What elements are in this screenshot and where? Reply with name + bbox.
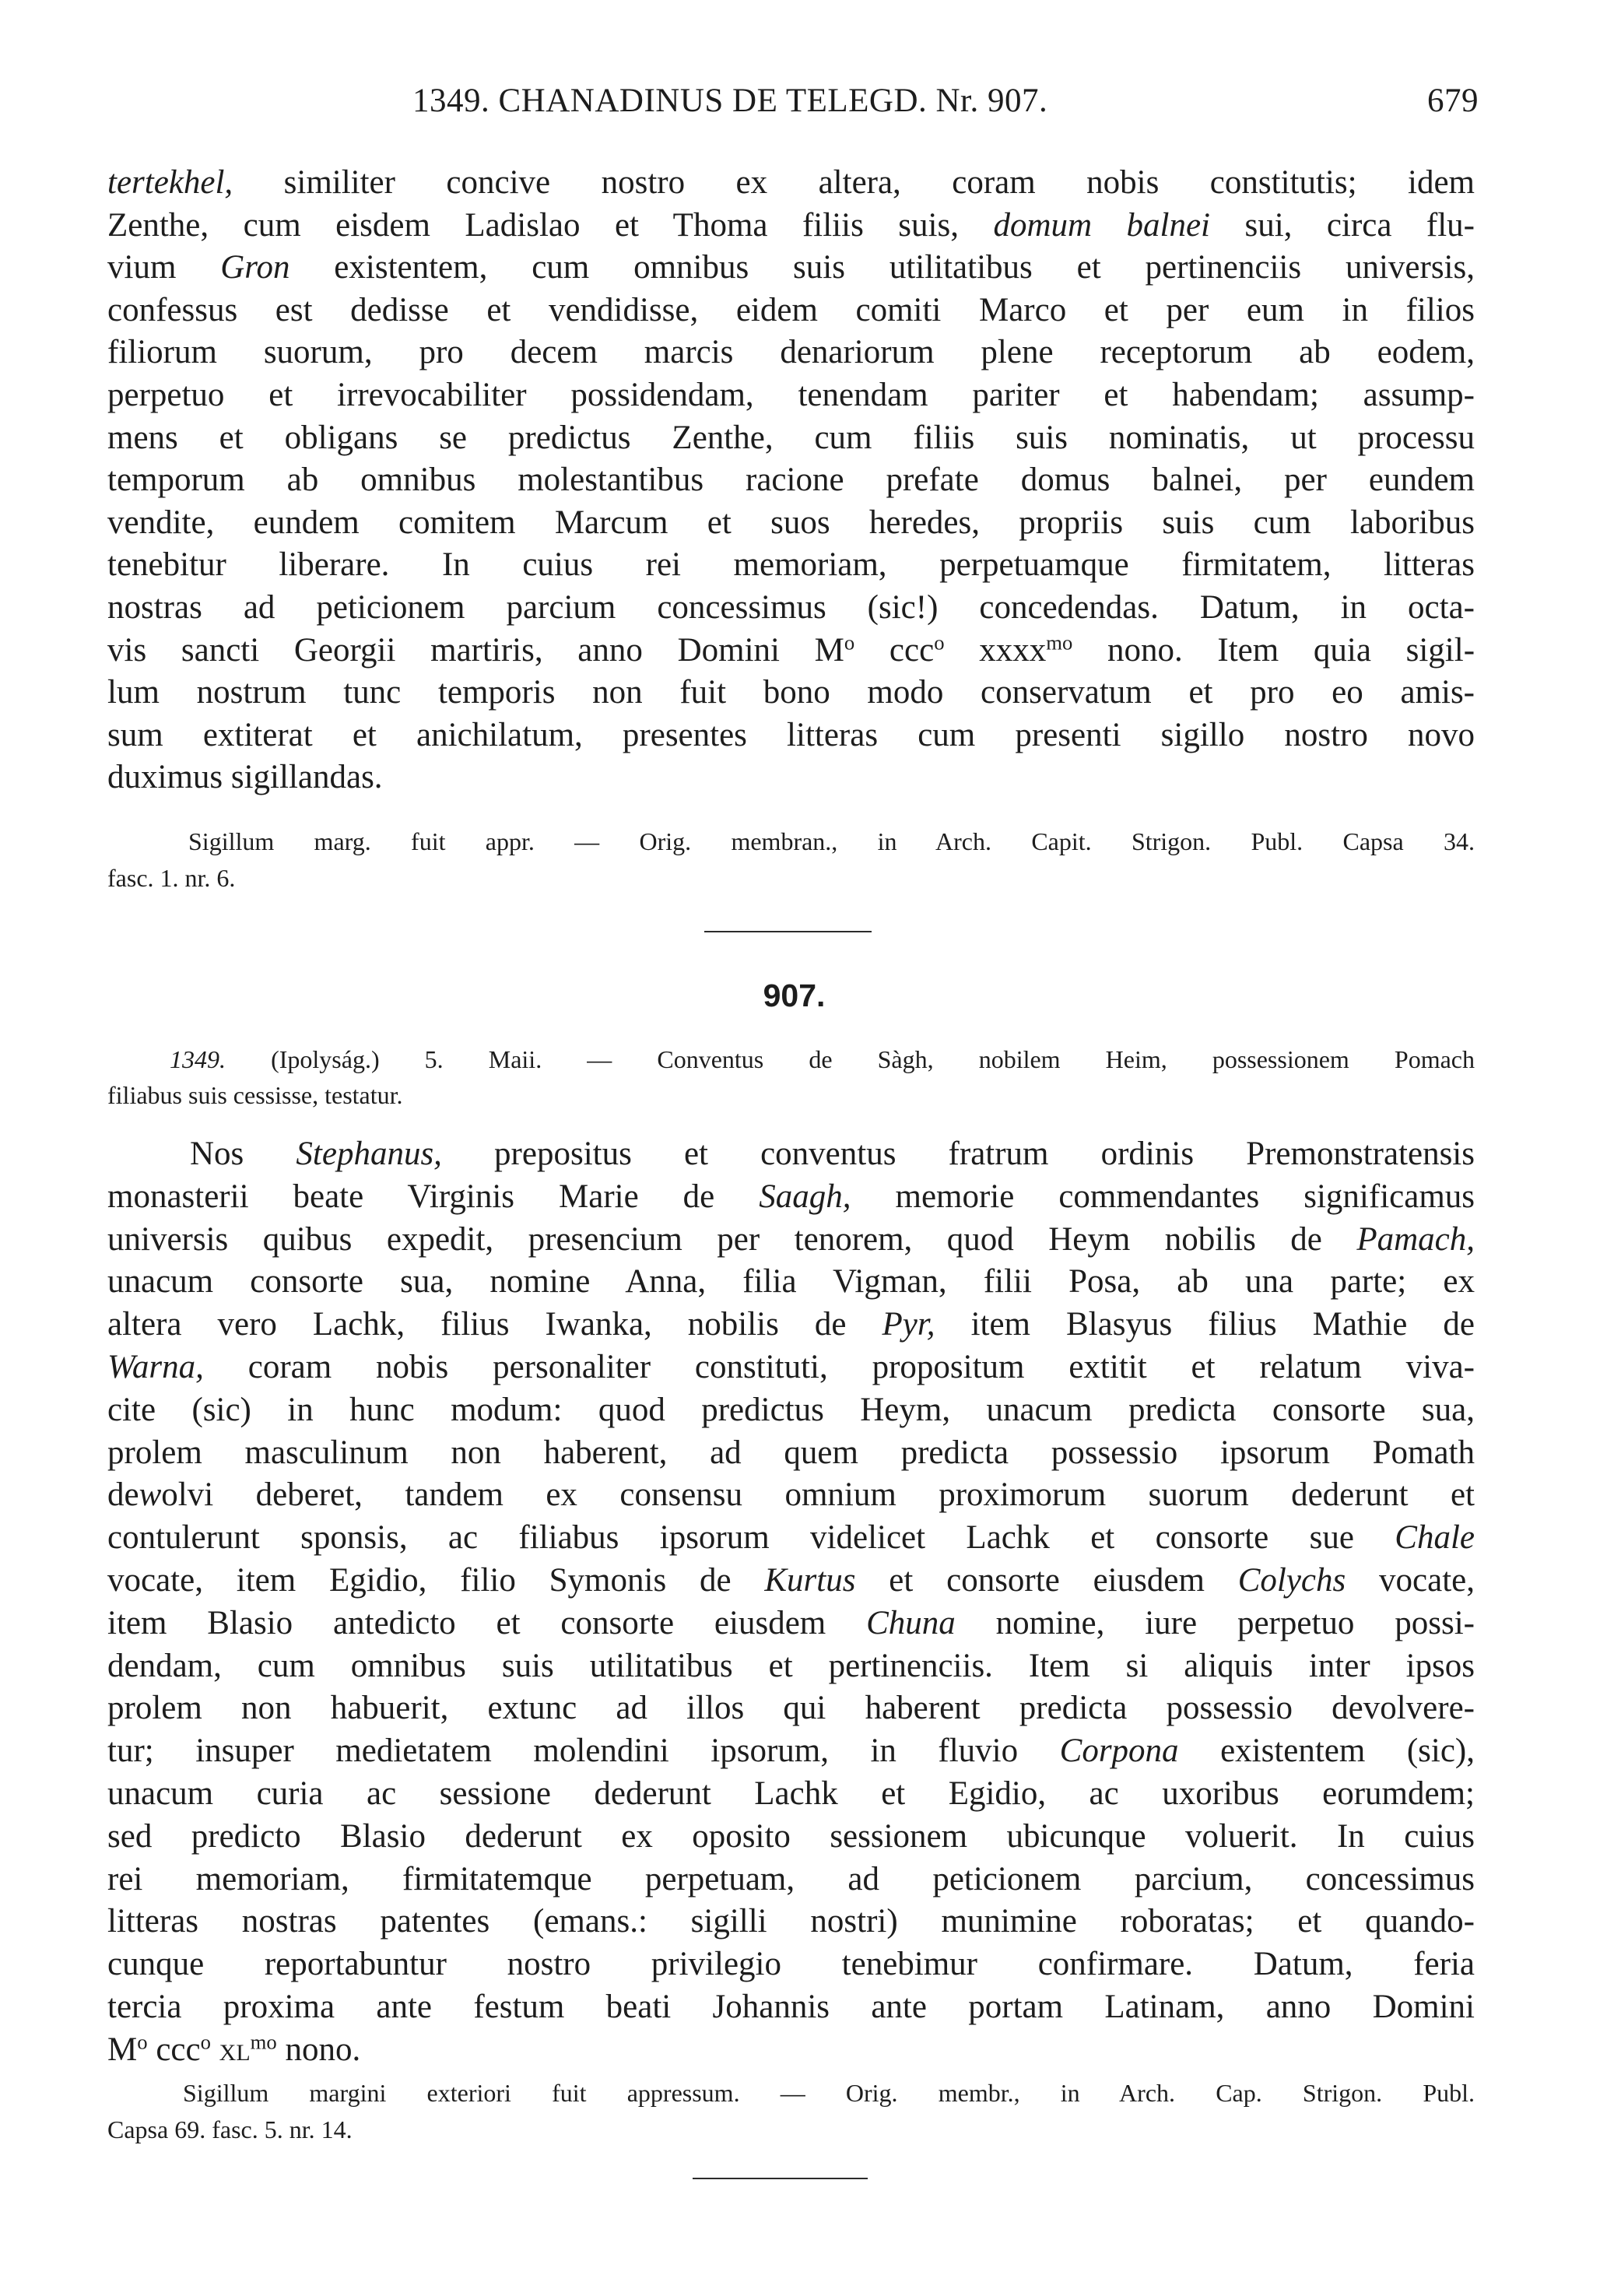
source-note xyxy=(107,823,1475,897)
text-line: Warna, coram nobis personaliter constituti, propositum extitit et relatum viva- xyxy=(107,1348,1475,1385)
running-head xyxy=(412,78,1479,125)
text-line: vium Gron existentem, cum omnibus suis utilitatibus et pertinenciis universis, xyxy=(107,249,1475,286)
text-line: duximus sigillandas. xyxy=(107,759,383,796)
text-line: universis quibus expedit, presencium per tenorem, quod Heym nobilis de Pamach, xyxy=(107,1220,1475,1258)
regest-line: 1349. (Ipolyság.) 5. Maii. — Conventus de Sàgh, nobilem Heim, possessionem Pomach xyxy=(170,1045,1475,1073)
text-line: Nos Stephanus, prepositus et conventus fratrum ordinis Premonstratensis xyxy=(190,1136,1475,1172)
text-line: cunque reportabuntur nostro privilegio tenebimur confirmare. Datum, feria xyxy=(107,1946,1475,1983)
text-line: perpetuo et irrevocabiliter possidendam, tenendam pariter et habendam; assump- xyxy=(107,376,1475,413)
document-number: 907. xyxy=(763,978,826,1013)
running-head-title: 1349. CHANADINUS DE TELEGD. Nr. 907. xyxy=(412,83,1048,119)
text-line: vocate, item Egidio, filio Symonis de Kurtus et consorte eiusdem Colychs vocate, xyxy=(107,1561,1475,1599)
text-line: tercia proxima ante festum beati Johannis ante portam Latinam, anno Domini xyxy=(107,1988,1475,2025)
text-line: unacum curia ac sessione dederunt Lachk et Egidio, ac uxoribus eorumdem; xyxy=(107,1775,1475,1812)
regest-date: 1349. xyxy=(170,1045,226,1073)
text-line: tenebitur liberare. In cuius rei memoriam, perpetuamque firmitatem, litteras xyxy=(107,546,1475,584)
text-line: dendam, cum omnibus suis utilitatibus et pertinenciis. Item si aliquis inter ipsos xyxy=(107,1647,1475,1684)
text-line: prolem non habuerit, extunc ad illos qui haberent predicta possessio devolvere- xyxy=(107,1690,1475,1727)
note-line: Capsa 69. fasc. 5. nr. 14. xyxy=(107,2115,353,2143)
text-line: temporum ab omnibus molestantibus racione prefate domus balnei, per eundem xyxy=(107,462,1475,499)
text-line: litteras nostras patentes (emans.: sigilli nostri) munimine roboratas; et quando- xyxy=(107,1903,1475,1940)
section-divider xyxy=(704,931,872,932)
continuation-text xyxy=(107,162,1475,799)
text-line: sed predicto Blasio dederunt ex oposito sessionem ubicunque voluerit. In cuius xyxy=(107,1817,1475,1855)
text-line: mens et obligans se predictus Zenthe, cum filiis suis nominatis, ut processu xyxy=(107,419,1475,456)
text-line: unacum consorte sua, nomine Anna, filia Vigman, filii Posa, ab una parte; ex xyxy=(107,1263,1475,1301)
source-note xyxy=(107,2075,1475,2148)
regest-line: filiabus suis cessisse, testatur. xyxy=(107,1081,403,1109)
text-line: Zenthe, cum eisdem Ladislao et Thoma filiis suis, domum balnei sui, circa flu- xyxy=(107,206,1475,244)
section-divider xyxy=(693,2178,868,2179)
text-line: tur; insuper medietatem molendini ipsorum, in fluvio Corpona existentem (sic), xyxy=(107,1733,1475,1770)
text-line: rei memoriam, firmitatemque perpetuam, ad peticionem parcium, concessimus xyxy=(107,1860,1475,1898)
page-number: 679 xyxy=(1427,83,1479,119)
note-line: Sigillum margini exteriori fuit appressum. — Orig. membr., in Arch. Cap. Strigon. Publ. xyxy=(183,2079,1475,2107)
text-line: $M^o$ ccc$^o$ $xl^{mo}$ nono. xyxy=(107,2030,361,2068)
text-line: lum nostrum tunc temporis non fuit bono modo conservatum et pro eo amis- xyxy=(107,674,1475,711)
text-line: confessus est dedisse et vendidisse, eidem comiti Marco et per eum in filios xyxy=(107,291,1475,328)
charter-text xyxy=(107,1133,1475,2072)
text-line: monasterii beate Virginis Marie de Saagh, memorie commendantes significamus xyxy=(107,1178,1475,1215)
text-line: altera vero Lachk, filius Iwanka, nobilis de Pyr, item Blasyus filius Mathie de xyxy=(107,1306,1475,1343)
text-line: nostras ad peticionem parcium concessimus (sic!) concedendas. Datum, in octa- xyxy=(107,588,1475,626)
note-line: fasc. 1. nr. 6. xyxy=(107,864,236,892)
regest xyxy=(107,1041,1475,1113)
text-line: vendite, eundem comitem Marcum et suos heredes, propriis suis cum laboribus xyxy=(107,504,1475,541)
text-line: dewolvi deberet, tandem ex consensu omnium proximorum suorum dederunt et xyxy=(107,1476,1475,1514)
note-line: Sigillum marg. fuit appr. — Orig. membran., in Arch. Capit. Strigon. Publ. Capsa 34. xyxy=(188,827,1475,855)
text-line: sum extiterat et anichilatum, presentes litteras cum presenti sigillo nostro novo xyxy=(107,716,1475,753)
text-line: prolem masculinum non haberent, ad quem predicta possessio ipsorum Pomath xyxy=(107,1434,1475,1471)
text-line: contulerunt sponsis, ac filiabus ipsorum videlicet Lachk et consorte sue Chale xyxy=(107,1519,1475,1557)
text-line: cite (sic) in hunc modum: quod predictus Heym, unacum predicta consorte sua, xyxy=(107,1391,1475,1428)
text-line: tertekhel, similiter concive nostro ex altera, coram nobis constitutis; idem xyxy=(107,164,1475,201)
text-line: filiorum suorum, pro decem marcis denariorum plene receptorum ab eodem, xyxy=(107,334,1475,371)
text-line: vis sancti Georgii martiris, anno Domini $M^o$ ccc$^o$ xxxx$^{mo}$ nono. Item quia sigil- xyxy=(107,630,1475,669)
text-line: item Blasio antedicto et consorte eiusdem Chuna nomine, iure perpetuo possi- xyxy=(107,1604,1475,1641)
